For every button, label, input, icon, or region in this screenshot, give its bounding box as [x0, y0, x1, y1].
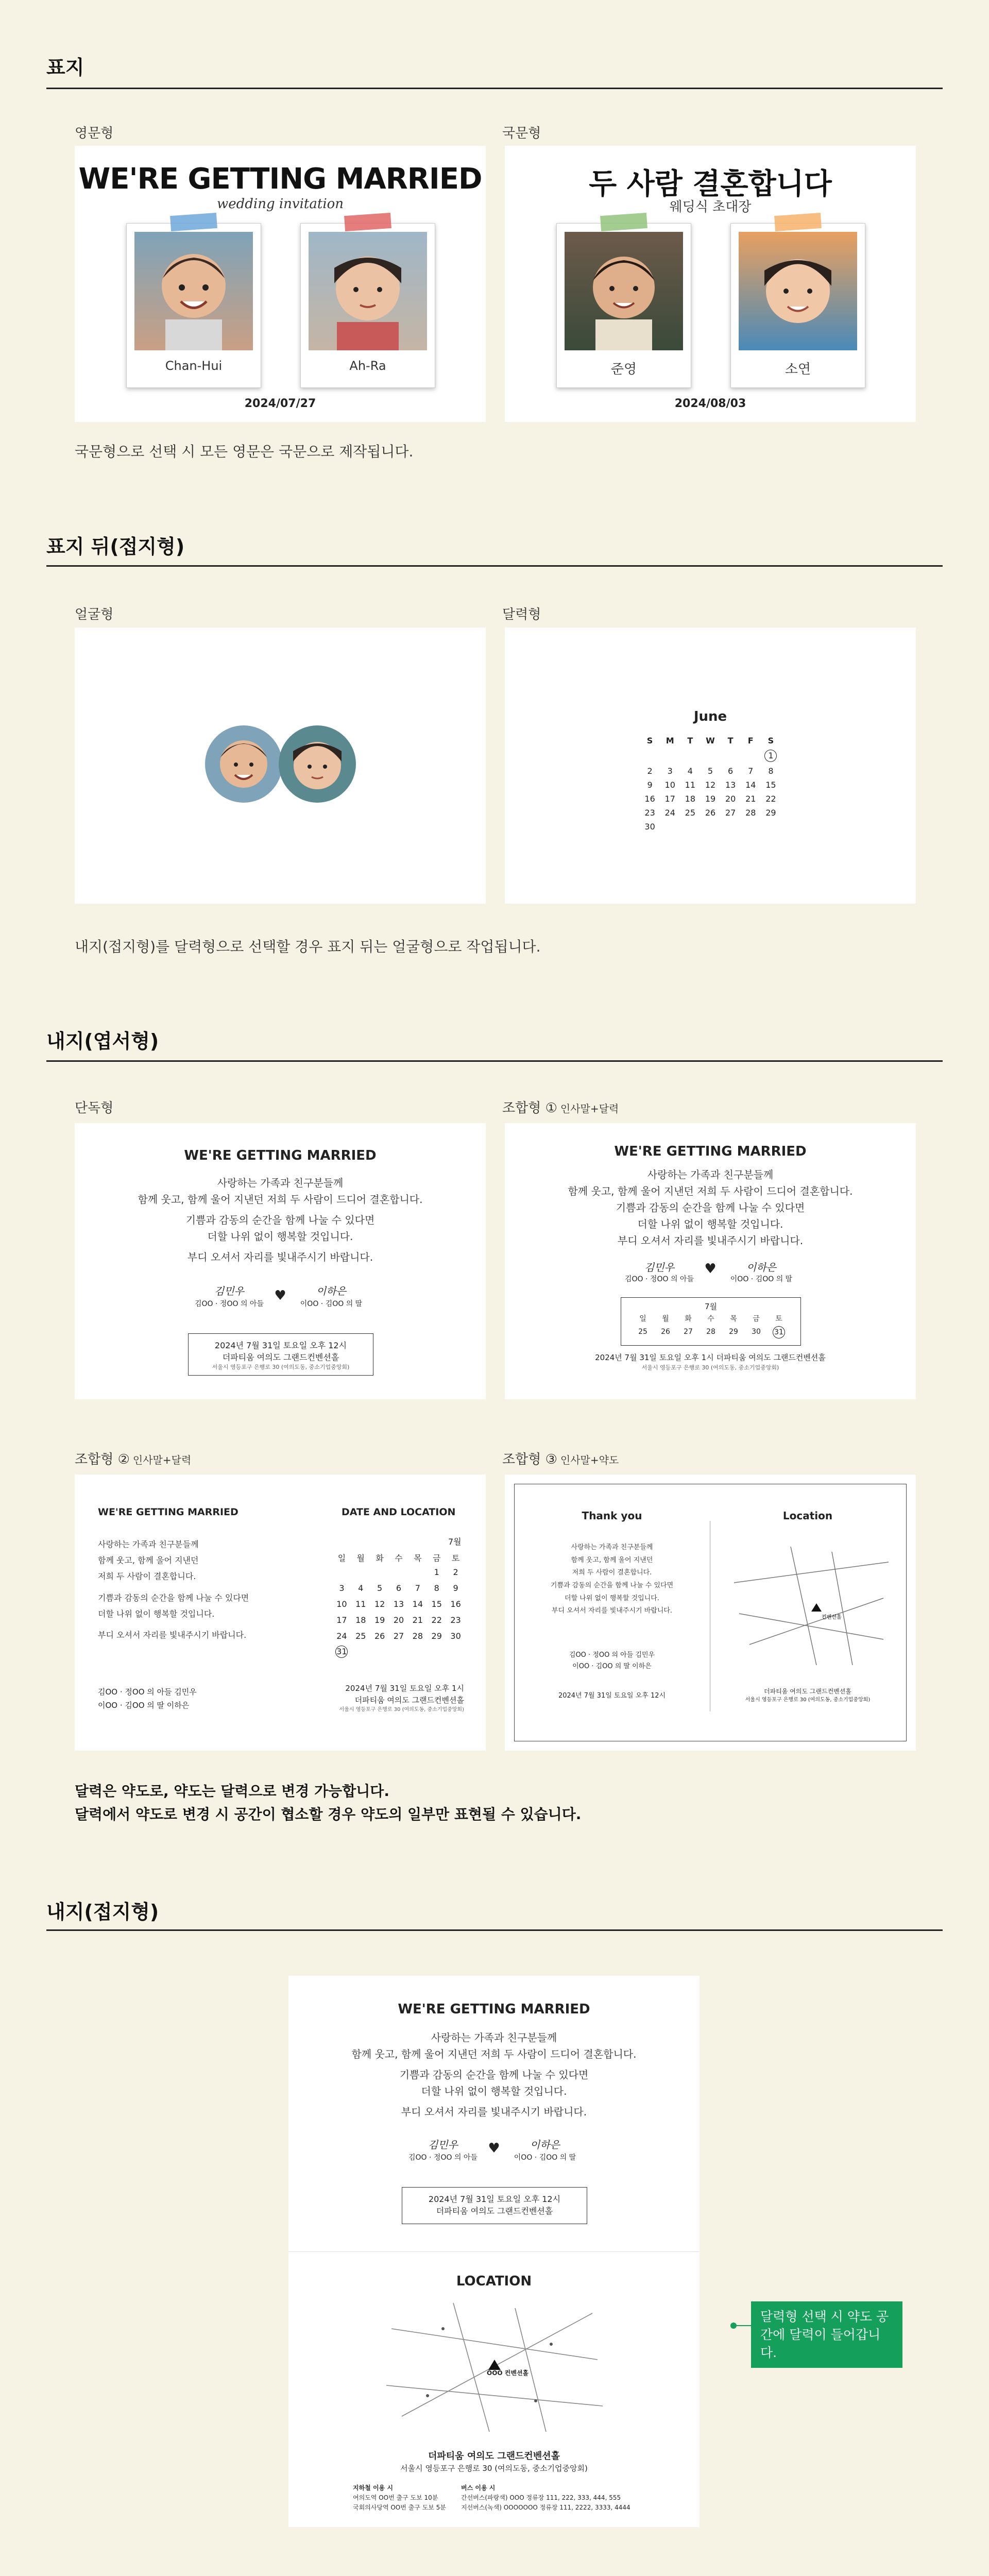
combo2-label: 조합형 ② 인사말+달력: [75, 1452, 192, 1467]
event-box: 2024년 7월 31일 토요일 오후 12시 더파티움 여의도 그랜드컨벤션홀 서울시 영등포구 은행로 30 (여의도동, 중소기업중앙회): [188, 1333, 373, 1376]
calendar-cell: 목: [414, 1553, 422, 1563]
combo1-card: [505, 1123, 916, 1399]
calendar-cell: 31: [335, 1646, 348, 1658]
calendar-cell: 30: [752, 1328, 761, 1336]
cover-korean-card: [505, 146, 916, 422]
calendar-cell: W: [706, 736, 715, 745]
calendar-cell: 1: [434, 1567, 439, 1577]
calendar-cell: [370, 1567, 389, 1577]
calendar-cell: [680, 751, 700, 762]
bride-signature: 이하은: [746, 1261, 776, 1274]
calendar-cell: 10: [664, 780, 675, 790]
cover-korean-label: 국문형: [502, 126, 541, 141]
calendar-cell: 5: [707, 766, 713, 776]
combo1-label: 조합형 ① 인사말+달력: [502, 1100, 619, 1116]
calendar-cell: 14: [412, 1599, 423, 1609]
calendar-cell: 18: [355, 1615, 366, 1625]
calendar-cell: 27: [684, 1328, 693, 1336]
groom-photo: [134, 232, 253, 350]
calendar-cell: 18: [685, 794, 696, 804]
calendar-cell: 19: [705, 794, 716, 804]
calendar-cell: 29: [729, 1328, 738, 1336]
invite-title: WE'RE GETTING MARRIED: [184, 1148, 377, 1163]
event-address: 서울시 영등포구 은행로 30 (여의도동, 중소기업중앙회): [641, 1364, 779, 1371]
combo3-location: 더파티움 여의도 그랜드컨벤션홀 서울시 영등포구 은행로 30 (여의도동, 중소기업중앙회): [745, 1688, 871, 1703]
single-label: 단독형: [75, 1100, 114, 1116]
groom-parents: 김OO · 정OO 의 아들: [195, 1300, 264, 1308]
calendar-cell: 16: [644, 794, 655, 804]
calendar-cell: [640, 751, 660, 762]
calendar-cell: 21: [745, 794, 756, 804]
calendar-cell: [700, 751, 720, 762]
calendar-cell: [408, 1567, 427, 1577]
bride-parents: 이OO · 김OO 의 딸: [300, 1300, 363, 1308]
calendar-cell: 22: [765, 794, 776, 804]
event-box: 2024년 7월 31일 토요일 오후 12시 더파티움 여의도 그랜드컨벤션홀: [402, 2187, 587, 2224]
korean-groom-name: 준영: [610, 362, 637, 377]
calendar-cell: 27: [393, 1631, 404, 1641]
calendar-cell: T: [687, 736, 693, 745]
groom-name: Chan-Hui: [165, 359, 223, 373]
calendar-cell: 21: [412, 1615, 423, 1625]
calendar-cell: 16: [450, 1599, 461, 1609]
calendar-cell: 15: [431, 1599, 442, 1609]
calendar-cell: 7: [748, 766, 754, 776]
calendar-cell: [741, 751, 761, 762]
calendar-cell: 25: [638, 1328, 647, 1336]
calendar-cell: 2: [647, 766, 653, 776]
bride-parents: 이OO · 김OO 의 딸: [514, 2154, 576, 2162]
calendar-cell: 30: [644, 822, 655, 832]
invite-greeting: 사랑하는 가족과 친구분들께 함께 웃고, 함께 울어 지낸던 저희 두 사람이 드디어 결혼합니다. 기쁨과 감동의 순간을 함께 나눌 수 있다면 더할 나위 없이 행복할 것입니다. 부디 오셔서 자리를 빛내주시기 바랍니다.: [351, 2031, 637, 2118]
korean-cover-date: 2024/08/03: [674, 397, 746, 410]
korean-cover-title: 두 사람 결혼합니다: [589, 167, 832, 201]
heart-icon: ♥: [274, 1288, 286, 1303]
bride-photo-frame: [300, 223, 435, 388]
bride-parents: 이OO · 김OO 의 딸: [730, 1275, 793, 1283]
cover-english-label: 영문형: [75, 126, 114, 141]
calendar-cell: 24: [664, 808, 675, 818]
english-cover-subtitle: wedding invitation: [216, 196, 344, 212]
bride-signature: 이하은: [316, 1285, 346, 1297]
calendar-cell: 24: [336, 1631, 347, 1641]
calendar-cell: M: [666, 736, 674, 745]
combo2-greeting: 사랑하는 가족과 친구분들께 함께 웃고, 함께 울어 지낸던 저희 두 사람이 결혼합니다. 기쁨과 감동의 순간을 함께 나눌 수 있다면 더할 나위 없이 행복할 것입니다. 부디 오셔서 자리를 빛내주시기 바랍니다.: [98, 1539, 249, 1640]
transit-subway: 지하철 이용 시 여의도역 OO번 출구 도보 10분 국회의사당역 OO번 출구 도보 5분: [353, 2484, 446, 2512]
groom-parents: 김OO · 정OO 의 아들: [625, 1275, 694, 1283]
invite-title: WE'RE GETTING MARRIED: [398, 2002, 590, 2017]
calendar-month: June: [693, 709, 727, 724]
combo3-parents: 김OO · 정OO 의 아들 김민우 이OO · 김OO 의 딸 이하은: [569, 1651, 655, 1671]
calendar-cell: 19: [374, 1615, 385, 1625]
cover-back-calendar-card: [505, 628, 916, 904]
invite-title: WE'RE GETTING MARRIED: [98, 1506, 238, 1518]
cover-back-face-label: 얼굴형: [75, 607, 114, 622]
calendar-cell: 11: [355, 1599, 366, 1609]
single-card: [75, 1123, 486, 1399]
combo2-parents: 김OO · 정OO 의 아들 김민우 이OO · 김OO 의 딸 이하은: [98, 1687, 197, 1710]
korean-bride-photo: [739, 232, 857, 350]
calendar-cell: 목: [730, 1315, 737, 1323]
calendar-cell: [351, 1567, 370, 1577]
cover-note: 국문형으로 선택 시 모든 영문은 국문으로 제작됩니다.: [75, 443, 414, 460]
map-venue-label: OOO 컨벤션홀: [487, 2369, 529, 2377]
calendar-cell: 4: [687, 766, 693, 776]
english-cover-date: 2024/07/27: [244, 397, 316, 410]
folded-location-title: LOCATION: [456, 2274, 532, 2289]
invite-greeting: 사랑하는 가족과 친구분들께 함께 웃고, 함께 울어 지낸던 저희 두 사람이 드디어 결혼합니다. 기쁨과 감동의 순간을 함께 나눌 수 있다면 더할 나위 없이 행복할 것입니다. 부디 오셔서 자리를 빛내주시기 바랍니다.: [568, 1168, 853, 1247]
heart-icon: ♥: [488, 2141, 500, 2156]
calendar-cell: 28: [745, 808, 756, 818]
calendar-cell: 금: [432, 1553, 441, 1563]
calendar-cell: 월: [356, 1553, 365, 1563]
calendar-cell: 30: [450, 1631, 461, 1641]
callout-connector: [734, 2325, 751, 2326]
cover-back-note: 내지(접지형)를 달력형으로 선택할 경우 표지 뒤는 얼굴형으로 작업됩니다.: [75, 938, 541, 955]
calendar-cell: 9: [647, 780, 653, 790]
combo2-weekdays: [332, 1552, 465, 1564]
cover-back-calendar-label: 달력형: [502, 607, 541, 622]
calendar-cell: T: [727, 736, 734, 745]
calendar-days: [640, 751, 781, 832]
calendar-cell: 토: [451, 1553, 460, 1563]
calendar-cell: 31: [773, 1326, 785, 1338]
combo3-greeting: 사랑하는 가족과 친구분들께 함께 웃고, 함께 울어 지낸던 저희 두 사람이 결혼합니다. 기쁨과 감동의 순간을 함께 나눌 수 있다면 더할 나위 없이 행복할 것입니다. 부디 오셔서 자리를 빛내주시기 바랍니다.: [550, 1544, 674, 1615]
calendar-cell: 3: [339, 1583, 345, 1593]
calendar-cell: 29: [431, 1631, 442, 1641]
section-divider: [46, 565, 943, 567]
calendar-cell: [389, 1567, 408, 1577]
calendar-cell: 3: [667, 766, 673, 776]
calendar-cell: 25: [685, 808, 696, 818]
calendar-cell: 15: [765, 780, 776, 790]
calendar-cell: F: [747, 736, 754, 745]
calendar-cell: 8: [434, 1583, 439, 1593]
calendar-cell: 일: [337, 1553, 346, 1563]
calendar-cell: 수: [395, 1553, 403, 1563]
location-title: Location: [782, 1510, 833, 1522]
cover-english-card: [75, 146, 486, 422]
calendar-cell: 금: [753, 1315, 760, 1323]
calendar-cell: [721, 751, 741, 762]
calendar-cell: 월: [662, 1315, 669, 1323]
inner-note-2: 달력에서 약도로 변경 시 공간이 협소할 경우 약도의 일부만 표현될 수 있습니다.: [75, 1806, 582, 1823]
inner-note-1: 달력은 약도로, 약도는 달력으로 변경 가능합니다.: [75, 1783, 389, 1800]
korean-bride-photo-frame: [730, 223, 865, 388]
calendar-cell: 9: [453, 1583, 458, 1593]
calendar-cell: 26: [705, 808, 716, 818]
calendar-cell: [332, 1567, 351, 1577]
calendar-cell: 12: [705, 780, 716, 790]
calendar-cell: 22: [431, 1615, 442, 1625]
calendar-cell: 화: [376, 1553, 384, 1563]
heart-icon: ♥: [704, 1261, 717, 1277]
section-title-inner-envelope: 내지(엽서형): [46, 1030, 159, 1053]
bride-photo: [309, 232, 427, 350]
section-title-cover-back: 표지 뒤(접지형): [46, 535, 185, 558]
folded-map: [381, 2298, 608, 2437]
folded-card: [288, 1976, 700, 2527]
groom-signature: 김민우: [644, 1261, 674, 1274]
groom-parents: 김OO · 정OO 의 아들: [408, 2154, 478, 2162]
calendar-weekdays: [640, 736, 781, 745]
korean-bride-name: 소연: [785, 362, 811, 377]
folded-venue-addr: 서울시 영등포구 은행로 30 (여의도동, 중소기업중앙회): [400, 2464, 588, 2473]
calendar-cell: 토: [775, 1315, 782, 1323]
section-divider: [46, 1060, 943, 1062]
transit-bus: 버스 이용 시 간선버스(파랑색) OOO 정류장 111, 222, 333, 444, 555 지선버스(녹색) OOOOOOO 정류장 111, 2222, 3333, 4444: [461, 2484, 630, 2512]
calendar-cell: 17: [336, 1615, 347, 1625]
groom-signature: 김민우: [214, 1285, 244, 1297]
invite-title: WE'RE GETTING MARRIED: [614, 1144, 807, 1159]
calendar-cell: 12: [374, 1599, 385, 1609]
calendar-cell: 11: [685, 780, 696, 790]
calendar-cell: 13: [725, 780, 736, 790]
calendar-cell: 29: [765, 808, 776, 818]
calendar-cell: 화: [685, 1315, 692, 1323]
calendar-cell: 26: [374, 1631, 385, 1641]
section-title-cover: 표지: [46, 56, 84, 79]
combo2-month: 7월: [448, 1537, 462, 1547]
calendar-cell: [660, 751, 680, 762]
event-short: 2024년 7월 31일 토요일 오후 1시 더파티움 여의도 그랜드컨벤션홀: [595, 1353, 826, 1362]
thank-you-title: Thank you: [582, 1510, 642, 1522]
bride-face-circle: [279, 725, 356, 803]
calendar-cell: 10: [336, 1599, 347, 1609]
combo3-map: [729, 1541, 894, 1670]
calendar-cell: 20: [393, 1615, 404, 1625]
combo3-label: 조합형 ③ 인사말+약도: [502, 1452, 619, 1467]
calendar-cell: 7: [415, 1583, 420, 1593]
section-title-inner-folded: 내지(접지형): [46, 1901, 159, 1923]
calendar-cell: 2: [453, 1567, 458, 1577]
korean-groom-photo: [565, 232, 683, 350]
folded-callout: 달력형 선택 시 약도 공간에 달력이 들어갑니다.: [751, 2301, 902, 2368]
combo2-card: [75, 1475, 486, 1751]
calendar-cell: S: [768, 736, 774, 745]
fold-line: [288, 2251, 700, 2252]
calendar-cell: 일: [639, 1315, 646, 1323]
date-location-title: DATE AND LOCATION: [342, 1506, 456, 1518]
calendar-cell: 26: [661, 1328, 670, 1336]
cover-back-face-card: [75, 628, 486, 904]
calendar-cell: 1: [764, 750, 777, 762]
calendar-cell: 20: [725, 794, 736, 804]
calendar-cell: 17: [664, 794, 675, 804]
calendar-cell: 27: [725, 808, 736, 818]
section-divider: [46, 1929, 943, 1931]
combo3-event: 2024년 7월 31일 토요일 오후 12시: [558, 1692, 666, 1700]
combo2-days: [332, 1567, 465, 1658]
calendar-cell: 8: [768, 766, 774, 776]
korean-groom-photo-frame: [556, 223, 691, 388]
svg-text:컨벤션홀: 컨벤션홀: [822, 1615, 842, 1620]
calendar-cell: 4: [358, 1583, 364, 1593]
calendar-cell: 6: [396, 1583, 402, 1593]
groom-face-circle: [205, 725, 282, 803]
folded-venue: 더파티움 여의도 그랜드컨벤션홀: [428, 2451, 560, 2462]
calendar-cell: 28: [706, 1328, 715, 1336]
groom-signature: 김민우: [428, 2139, 458, 2151]
calendar-cell: 25: [355, 1631, 366, 1641]
english-cover-title: WE'RE GETTING MARRIED: [78, 162, 482, 196]
calendar-cell: S: [646, 736, 653, 745]
calendar-cell: 28: [412, 1631, 423, 1641]
calendar-cell: 6: [728, 766, 734, 776]
calendar-cell: 13: [393, 1599, 404, 1609]
week-calendar-box: 7월 일 월 화 수 목 금 토 25 26 27 28 29 30 31: [621, 1297, 801, 1346]
combo3-card: [505, 1475, 916, 1751]
calendar-cell: 수: [707, 1315, 714, 1323]
calendar-cell: 23: [450, 1615, 461, 1625]
invite-greeting: 사랑하는 가족과 친구분들께 함께 웃고, 함께 울어 지낸던 저희 두 사람이 드디어 결혼합니다. 기쁨과 감동의 순간을 함께 나눌 수 있다면 더할 나위 없이 행복할 것입니다. 부디 오셔서 자리를 빛내주시기 바랍니다.: [138, 1177, 423, 1263]
section-divider: [46, 88, 943, 89]
groom-photo-frame: [126, 223, 261, 388]
bride-signature: 이하은: [530, 2139, 560, 2151]
calendar-cell: 5: [377, 1583, 383, 1593]
calendar-cell: 14: [745, 780, 756, 790]
bride-name: Ah-Ra: [349, 359, 386, 373]
calendar-cell: 23: [644, 808, 655, 818]
korean-cover-subtitle: 웨딩식 초대장: [669, 199, 752, 215]
combo2-event: 2024년 7월 31일 토요일 오후 1시 더파티움 여의도 그랜드컨벤션홀 서울시 영등포구 은행로 30 (여의도동, 중소기업중앙회): [339, 1684, 464, 1713]
